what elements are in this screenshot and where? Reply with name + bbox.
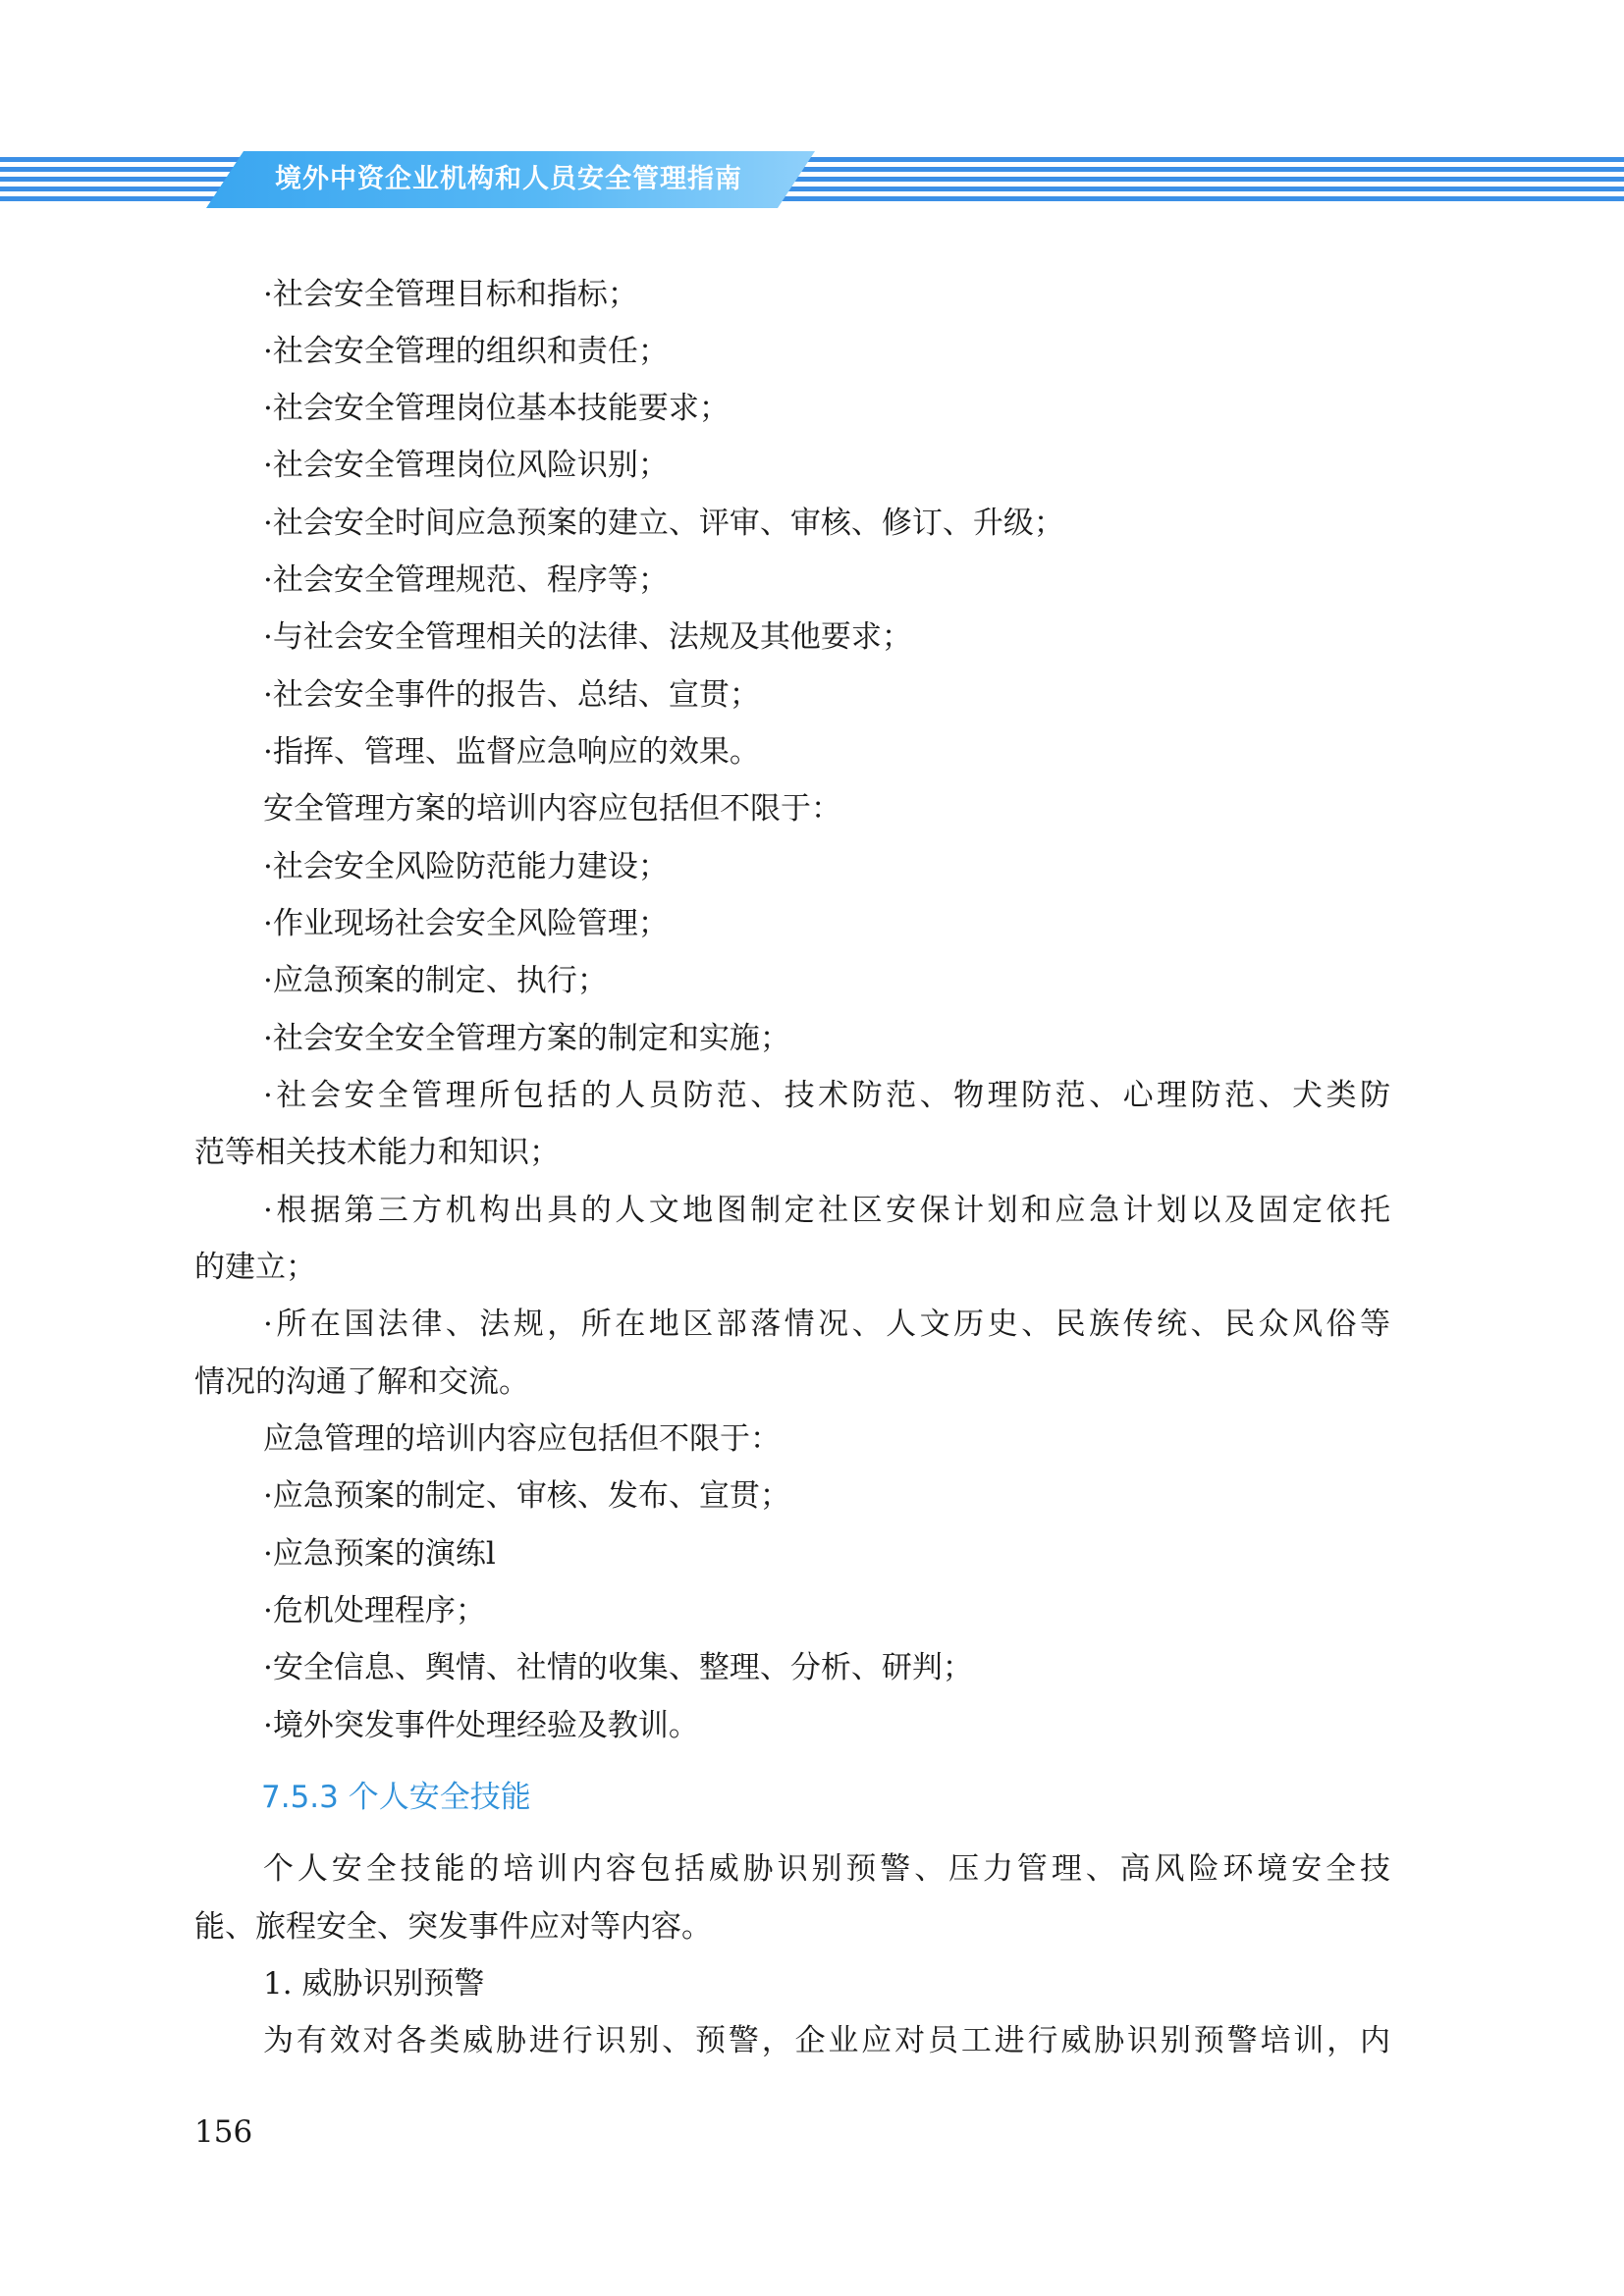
list-item: ·社会安全事件的报告、总结、宣贯；: [263, 677, 760, 713]
page-number: 156: [194, 2114, 253, 2150]
list-item: ·应急预案的制定、审核、发布、宣贯；: [263, 1478, 790, 1514]
list-item: ·社会安全管理规范、程序等；: [263, 562, 669, 598]
list-item: ·作业现场社会安全风险管理；: [263, 906, 669, 941]
running-header-title: 境外中资企业机构和人员安全管理指南: [275, 164, 742, 194]
section-heading: 7.5.3 个人安全技能: [261, 1780, 531, 1815]
list-item: ·指挥、管理、监督应急响应的效果。: [263, 734, 760, 770]
list-item-continuation: 情况的沟通了解和交流。: [194, 1364, 529, 1400]
paragraph: 个人安全技能的培训内容包括威胁识别预警、压力管理、高风险环境安全技: [263, 1851, 1390, 1887]
list-item: ·社会安全管理岗位风险识别；: [263, 448, 669, 483]
list-item: ·社会安全管理的组织和责任；: [263, 334, 669, 369]
list-item: ·社会安全管理目标和指标；: [263, 277, 638, 312]
list-item: ·境外突发事件处理经验及教训。: [263, 1708, 699, 1743]
list-item: ·根据第三方机构出具的人文地图制定社区安保计划和应急计划以及固定依托: [263, 1193, 1390, 1228]
paragraph: 应急管理的培训内容应包括但不限于：: [263, 1421, 781, 1457]
sub-heading: 1. 威胁识别预警: [263, 1966, 485, 2002]
list-item: ·所在国法律、法规，所在地区部落情况、人文历史、民族传统、民众风俗等: [263, 1307, 1390, 1342]
list-item-continuation: 的建立；: [194, 1250, 316, 1285]
list-item: ·应急预案的演练l: [263, 1536, 496, 1572]
paragraph-continuation: 能、旅程安全、突发事件应对等内容。: [194, 1909, 712, 1945]
list-item: ·安全信息、舆情、社情的收集、整理、分析、研判；: [263, 1650, 973, 1685]
list-item: ·社会安全风险防范能力建设；: [263, 849, 669, 884]
list-item: ·社会安全管理岗位基本技能要求；: [263, 391, 730, 426]
list-item: ·社会安全时间应急预案的建立、评审、审核、修订、升级；: [263, 506, 1064, 541]
list-item: ·社会安全安全管理方案的制定和实施；: [263, 1021, 790, 1056]
paragraph: 安全管理方案的培训内容应包括但不限于：: [263, 791, 841, 827]
header-banner: [0, 151, 1624, 208]
list-item: ·应急预案的制定、执行；: [263, 963, 608, 998]
list-item-continuation: 范等相关技术能力和知识；: [194, 1135, 560, 1170]
paragraph: 为有效对各类威胁进行识别、预警，企业应对员工进行威胁识别预警培训，内: [263, 2023, 1390, 2058]
list-item: ·与社会安全管理相关的法律、法规及其他要求；: [263, 619, 912, 655]
list-item: ·危机处理程序；: [263, 1593, 486, 1629]
list-item: ·社会安全管理所包括的人员防范、技术防范、物理防范、心理防范、犬类防: [263, 1078, 1390, 1113]
